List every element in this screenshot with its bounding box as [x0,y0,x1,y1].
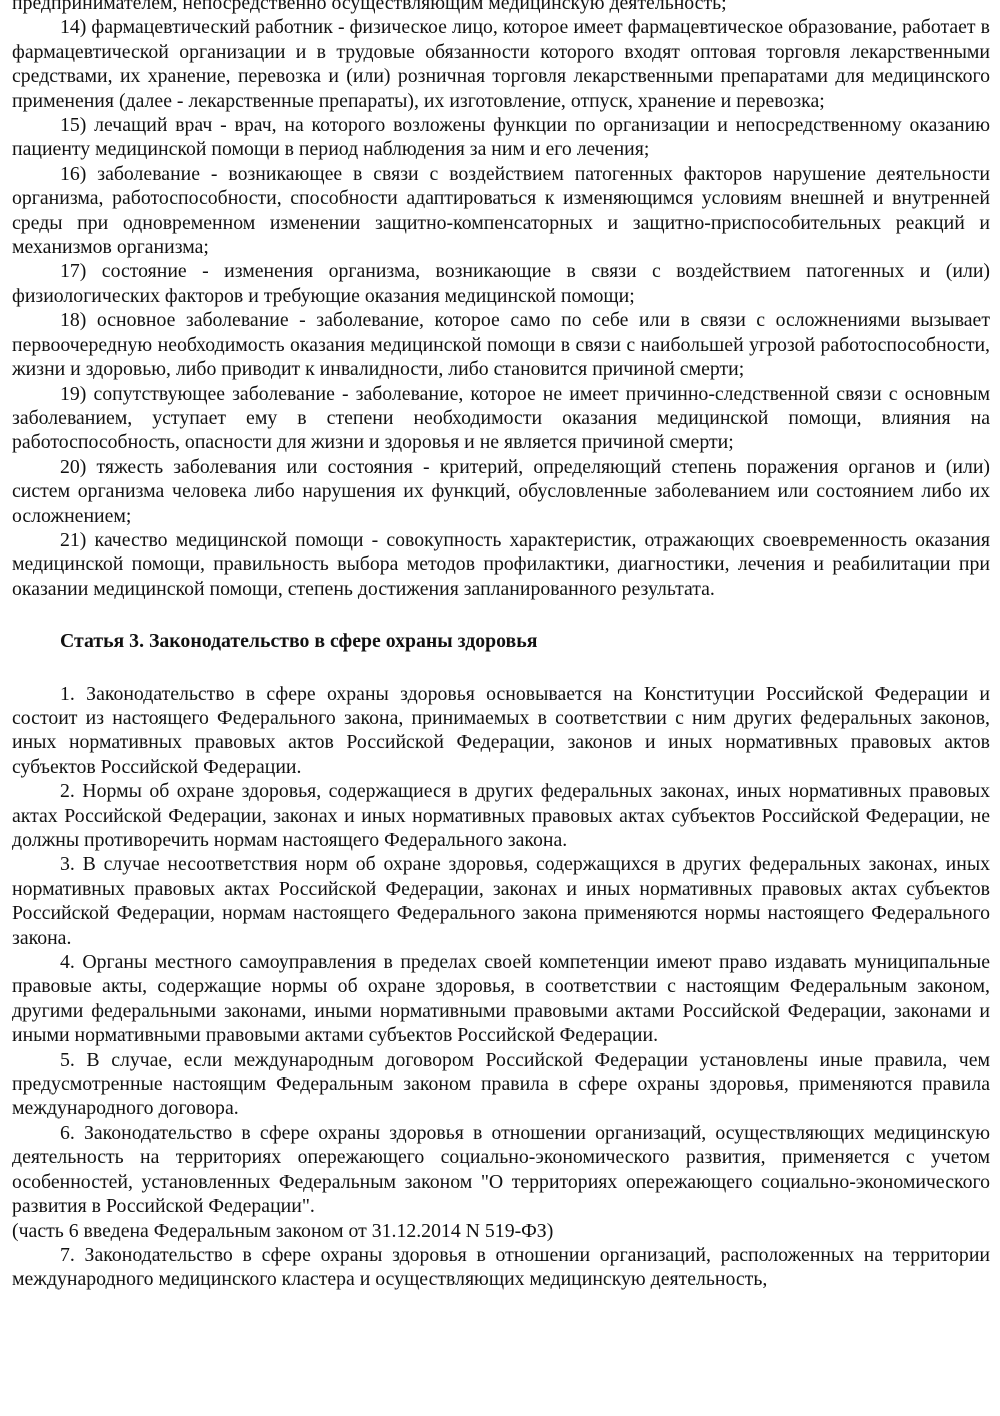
article-3-heading: Статья 3. Законодательство в сфере охраны здоровья [60,630,538,653]
paragraph-item-14: 14) фармацевтический работник - физическое лицо, которое имеет фармацевтическое образование, работает в фармацевтической организации и в трудовые обязанности которого входят оптовая торговля лекарственными средствами, их хранение, перевозка и (или) розничная торговля лекарственными препаратами для медицинского применения (далее - лекарственные препараты), их изготовление, отпуск, хранение и перевозка; [12,16,990,112]
article-3-part-5: 5. В случае, если международным договором Российской Федерации установлены иные правила, чем предусмотренные настоящим Федеральным законом правила в сфере охраны здоровья, применяются правила международного договора. [12,1048,990,1120]
paragraph-item-20: 20) тяжесть заболевания или состояния - критерий, определяющий степень поражения органов и (или) систем организма человека либо нарушения их функций, обусловленные заболеванием или состоянием либо их осложнением; [12,455,990,527]
paragraph-item-21: 21) качество медицинской помощи - совокупность характеристик, отражающих своевременность оказания медицинской помощи, правильность выбора методов профилактики, диагностики, лечения и реабилитации при оказании медицинской помощи, степень достижения запланированного результата. [12,528,990,600]
paragraph-item-15: 15) лечащий врач - врач, на которого возложены функции по организации и непосредственному оказанию пациенту медицинской помощи в период наблюдения за ним и его лечения; [12,114,990,161]
article-3-part-6: 6. Законодательство в сфере охраны здоровья в отношении организаций, осуществляющих медицинскую деятельность на территориях опережающего социально-экономического развития, применяется с учетом особенностей, установленных Федеральным законом "О территориях опережающего социально-экономического развития в Российской Федерации". [12,1121,990,1218]
paragraph-item-16: 16) заболевание - возникающее в связи с воздействием патогенных факторов нарушение деятельности организма, работоспособности, способности адаптироваться к изменяющимся условиям внешней и внутренней среды при одновременном изменении защитно-компенсаторных и защитно-приспособительных реакций и механизмов организма; [12,162,990,259]
article-3-part-1: 1. Законодательство в сфере охраны здоровья основывается на Конституции Российской Федерации и состоит из настоящего Федерального закона, принимаемых в соответствии с ним других федеральных законов, иных нормативных правовых актов Российской Федерации, законов и иных нормативных правовых актов субъектов Российской Федерации. [12,682,990,778]
amendment-note: (часть 6 введена Федеральным законом от 31.12.2014 N 519-ФЗ) [12,1219,554,1242]
paragraph-item-19: 19) сопутствующее заболевание - заболевание, которое не имеет причинно-следственной связи с основным заболеванием, уступает ему в степени необходимости оказания медицинской помощи, влияния на работоспособность, опасности для жизни и здоровья и не является причиной смерти; [12,382,990,454]
article-3-part-2: 2. Нормы об охране здоровья, содержащиеся в других федеральных законах, иных нормативных правовых актах Российской Федерации, законах и иных нормативных правовых актах субъектов Российской Федерации, не должны противоречить нормам настоящего Федерального закона. [12,780,990,851]
paragraph-item-17: 17) состояние - изменения организма, возникающие в связи с воздействием патогенных и (или) физиологических факторов и требующие оказания медицинской помощи; [12,260,990,307]
article-3-part-3: 3. В случае несоответствия норм об охране здоровья, содержащихся в других федеральных законах, иных нормативных правовых актах Российской Федерации, законах и иных нормативных правовых актах субъектов Российской Федерации, нормам настоящего Федерального закона применяются нормы настоящего Федерального закона. [12,853,990,949]
paragraph-item-18: 18) основное заболевание - заболевание, которое само по себе или в связи с осложнениями вызывает первоочередную необходимость оказания медицинской помощи в связи с наибольшей угрозой работоспособности, жизни и здоровью, либо приводит к инвалидности, либо становится причиной смерти; [12,309,990,381]
paragraph-continuation: предпринимателем, непосредственно осуществляющим медицинскую деятельность; [12,0,727,14]
article-3-part-7: 7. Законодательство в сфере охраны здоровья в отношении организаций, расположенных на территории международного медицинского кластера и осуществляющих медицинскую деятельность, [12,1243,990,1291]
article-3-part-4: 4. Органы местного самоуправления в пределах своей компетенции имеют право издавать муниципальные правовые акты, содержащие нормы об охране здоровья, в соответствии с настоящим Федеральным законом, другими федеральными законами, иными нормативными правовыми актами Российской Федерации, законами и иными нормативными правовыми актами субъектов Российской Федерации. [12,951,990,1047]
